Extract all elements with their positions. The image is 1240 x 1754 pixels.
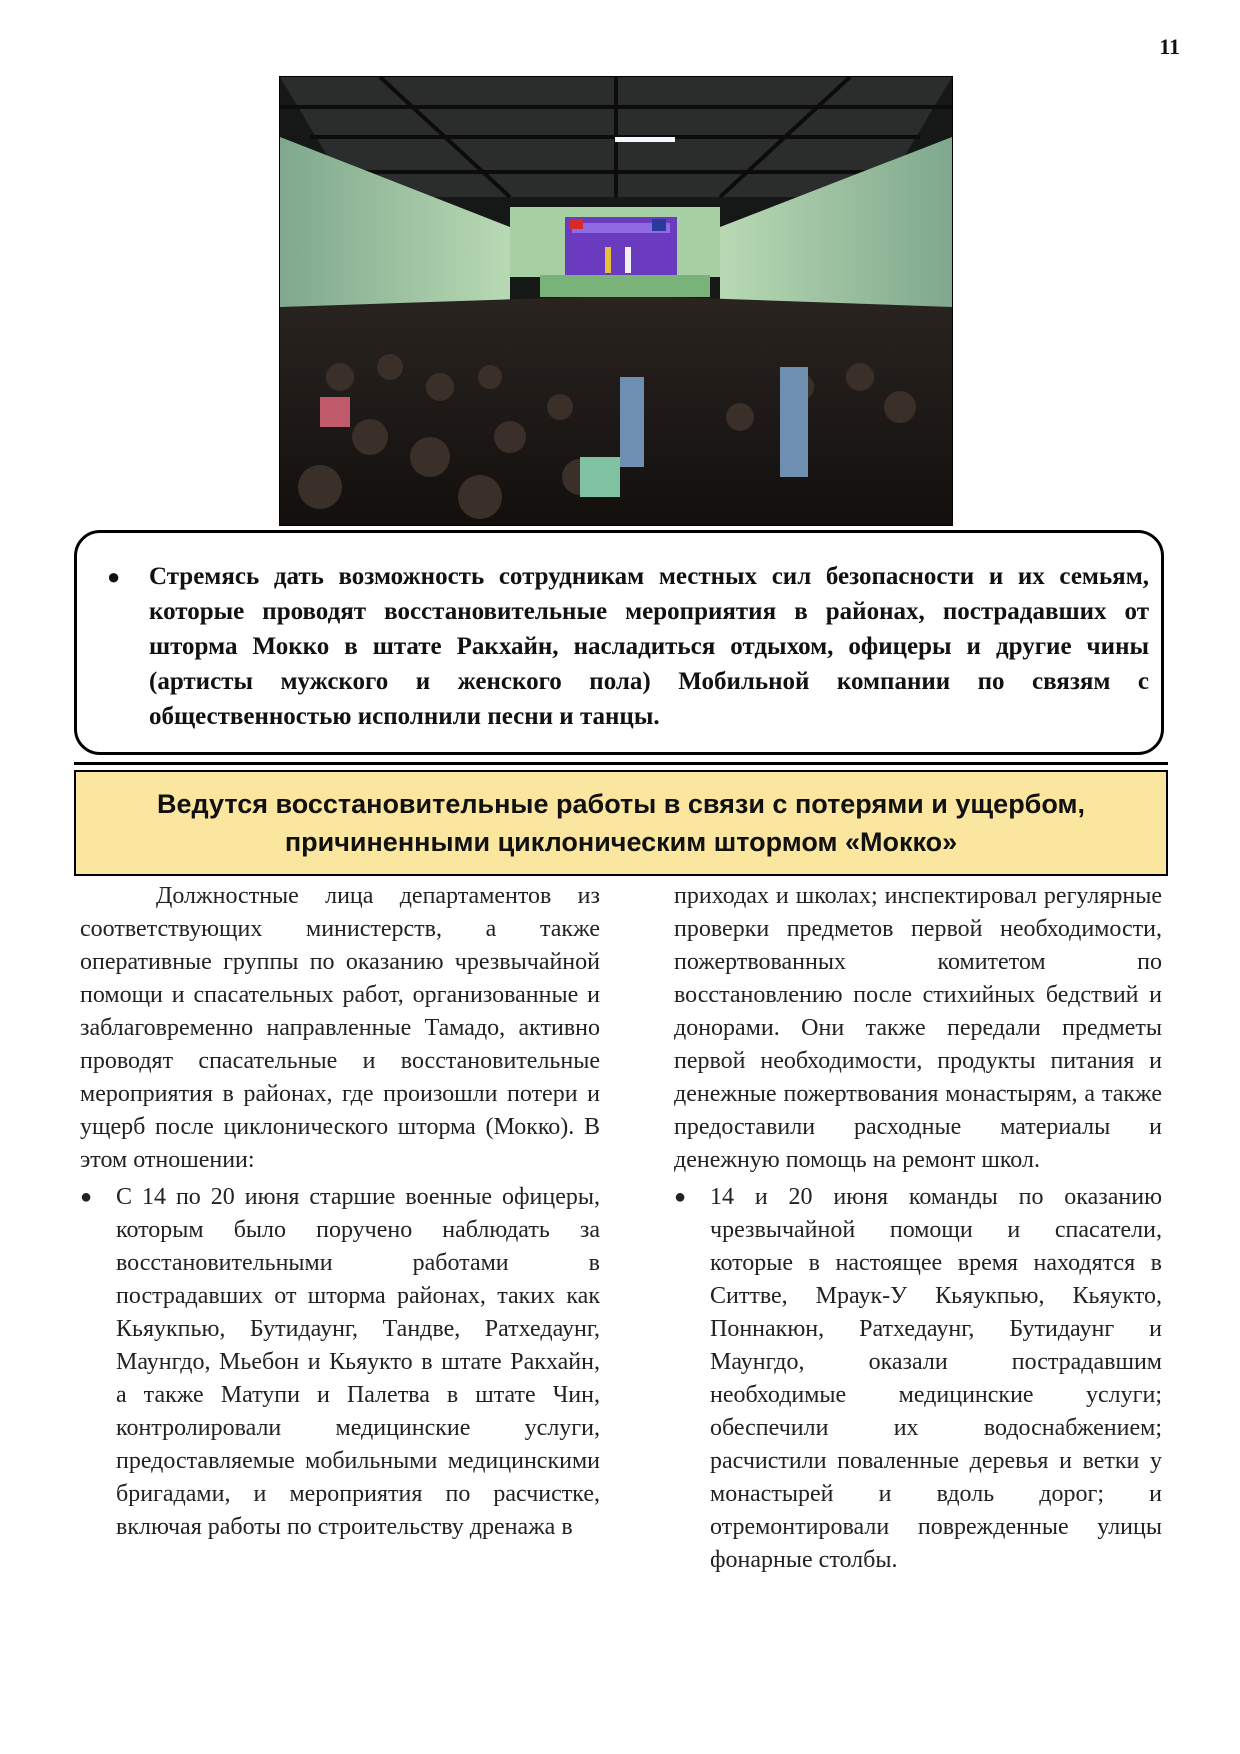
section-divider — [74, 762, 1168, 765]
bullet-icon: ● — [107, 564, 121, 589]
list-item — [80, 1181, 600, 1544]
bullet-icon: ● — [80, 1186, 93, 1208]
bullet-text-2: 14 и 20 июня команды по оказанию чрезвычайной помощи и спасатели, которые в настоящее время находятся в Ситтве, Мраук-У Кьяукпью, Кьяукто, Поннакюн, Ратхедаунг, Бутидаунг и Маунгдо, оказали пострадавшим необходимые медицинские услуги; обеспечили их водоснабжением; расчистили поваленные деревья и ветки у монастырей и вдоль дорог; и отремонтировали поврежденные улицы фонарные столбы. — [710, 1184, 1162, 1573]
headline-line-2: причиненными циклоническим штормом «Мокко» — [284, 827, 958, 857]
body-column-right — [674, 880, 1162, 1577]
bullet-icon: ● — [674, 1186, 687, 1208]
headline-title — [141, 785, 1101, 861]
left-bullet-list — [80, 1181, 600, 1544]
bullet-text-1: С 14 по 20 июня старшие военные офицеры, которым было поручено наблюдать за восстановительными работами в пострадавших от шторма районах, таких как Кьяукпью, Бутидаунг, Тандве, Ратхедаунг, Маунгдо, Мьебон и Кьяукто в штате Ракхайн, а также Матупи и Палетва в штате Чин, контролировали медицинские услуги, предоставляемые мобильными медицинскими бригадами, и мероприятия по расчистке, включая работы по строительству дренажа в — [116, 1184, 600, 1540]
bullet-1-continuation: приходах и школах; инспектировал регулярные проверки предметов первой необходимости, пожертвованных комитетом по восстановлению после стихийных бедствий и донорами. Они также передали предметы первой необходимости, продукты питания и денежные пожертвования монастырям, а также предоставили расходные материалы и денежную помощь на ремонт школ. — [674, 883, 1162, 1173]
right-bullet-list — [674, 1181, 1162, 1577]
event-photo-illustration — [280, 77, 952, 525]
intro-paragraph: Должностные лица департаментов из соответствующих министерств, а также оперативные группы по оказанию чрезвычайной помощи и спасательных работ, организованные и заблаговременно направленные Тамадо, активно проводят спасательные и восстановительные мероприятия в районах, где произошли потери и ущерб после циклонического шторма (Мокко). В этом отношении: — [80, 883, 600, 1173]
caption-text: Стремясь дать возможность сотрудникам местных сил безопасности и их семьям, которые проводят восстановительные мероприятия в районах, пострадавших от шторма Мокко в штате Ракхайн, насладиться отдыхом, офицеры и другие чины (артисты мужского и женского пола) Мобильной компании по связям с общественностью исполнили песни и танцы. — [149, 563, 1149, 730]
body-column-left — [80, 880, 600, 1544]
event-photo — [279, 76, 953, 526]
headline-line-1: Ведутся восстановительные работы в связи с потерями и ущербом, — [157, 789, 1085, 819]
page-number: 11 — [1159, 34, 1180, 59]
headline-banner — [74, 770, 1168, 876]
caption-box — [74, 530, 1164, 755]
list-item — [674, 1181, 1162, 1577]
